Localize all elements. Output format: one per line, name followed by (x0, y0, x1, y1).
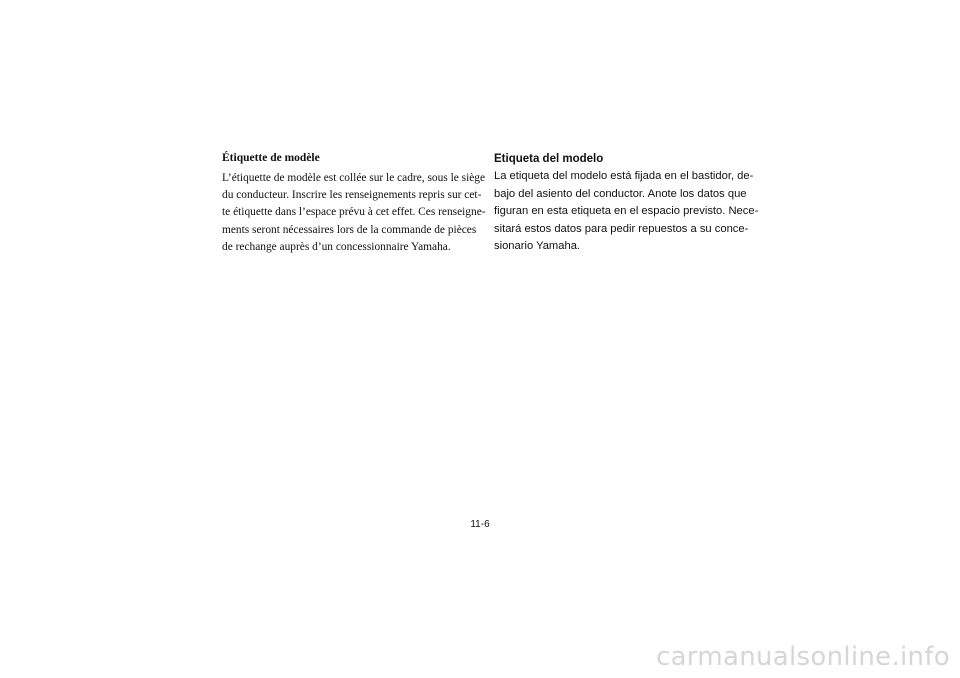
french-line-1: L’étiquette de modèle est collée sur le cadre, sous le siège (222, 172, 486, 184)
french-section (222, 148, 486, 256)
page-number: 11-6 (470, 519, 490, 530)
spanish-section (494, 148, 759, 256)
french-line-3: te étiquette dans l’espace prévu à cet effet. Ces renseigne- (222, 206, 486, 219)
spanish-paragraph (494, 168, 759, 256)
spanish-line-4: sitará estos datos para pedir repuestos a su conce- (494, 222, 749, 235)
french-line-5: de rechange auprès d’un concessionnaire Yamaha. (222, 240, 451, 253)
french-line-2: du conducteur. Inscrire les renseignements repris sur cet- (222, 189, 482, 202)
spanish-line-1: La etiqueta del modelo está fijada en el bastidor, de- (494, 170, 754, 182)
french-paragraph (222, 170, 486, 256)
spanish-line-5: sionario Yamaha. (494, 240, 581, 253)
spanish-heading: Etiqueta del modelo (494, 153, 604, 165)
spanish-line-2: bajo del asiento del conductor. Anote los datos que (494, 187, 747, 200)
french-heading: Étiquette de modèle (222, 152, 320, 164)
spanish-line-3: figuran en esta etiqueta en el espacio previsto. Nece- (494, 205, 759, 218)
watermark: carmanualsonline.info (655, 642, 950, 672)
french-line-4: ments seront nécessaires lors de la commande de pièces (222, 223, 477, 236)
